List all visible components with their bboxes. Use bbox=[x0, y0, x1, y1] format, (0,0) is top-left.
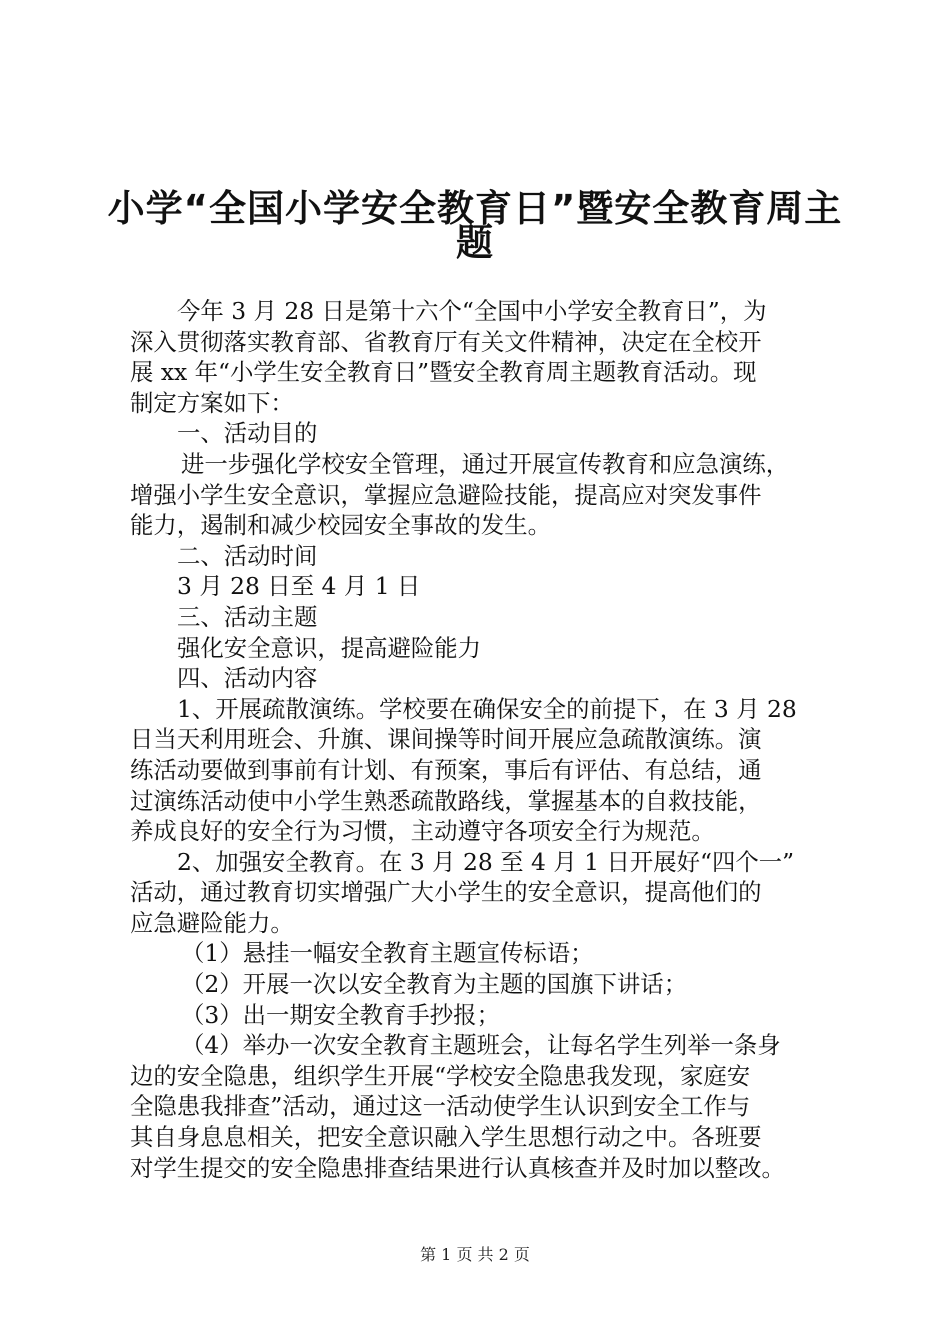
section-heading: 一、活动目的 bbox=[177, 419, 318, 448]
paragraph-line: 养成良好的安全行为习惯，主动遵守各项安全行为规范。 bbox=[130, 817, 715, 846]
section-heading: 四、活动内容 bbox=[177, 664, 318, 693]
paragraph-line: 其自身息息相关，把安全意识融入学生思想行动之中。各班要 bbox=[130, 1123, 762, 1152]
paragraph-line: 边的安全隐患，组织学生开展“学校安全隐患我发现，家庭安 bbox=[130, 1061, 751, 1090]
paragraph-line: 能力，遏制和减少校园安全事故的发生。 bbox=[130, 511, 552, 540]
list-item: （3）出一期安全教育手抄报； bbox=[181, 1000, 500, 1029]
paragraph-line: 1、开展疏散演练。学校要在确保安全的前提下，在 3 月 28 bbox=[177, 694, 797, 723]
list-item: （1）悬挂一幅安全教育主题宣传标语； bbox=[181, 939, 594, 968]
paragraph-line: 展 xx 年“小学生安全教育日”暨安全教育周主题教育活动。现 bbox=[130, 358, 757, 387]
paragraph-line: 3 月 28 日至 4 月 1 日 bbox=[177, 572, 421, 601]
paragraph-line: 对学生提交的安全隐患排查结果进行认真核查并及时加以整改。 bbox=[130, 1153, 785, 1182]
paragraph-line: 今年 3 月 28 日是第十六个“全国中小学安全教育日”，为 bbox=[177, 297, 767, 325]
paragraph-line: 日当天利用班会、升旗、课间操等时间开展应急疏散演练。演 bbox=[130, 725, 762, 754]
paragraph-line: 应急避险能力。 bbox=[130, 908, 294, 937]
section-heading: 三、活动主题 bbox=[177, 602, 318, 631]
paragraph-line: 活动，通过教育切实增强广大小学生的安全意识，提高他们的 bbox=[130, 878, 762, 907]
section-heading: 二、活动时间 bbox=[177, 541, 318, 570]
document-title-line-2: 题 bbox=[456, 221, 494, 264]
document-title-line-1: 小学“全国小学安全教育日”暨安全教育周主 bbox=[107, 187, 843, 230]
list-item: （4）举办一次安全教育主题班会，让每名学生列举一条身 bbox=[181, 1031, 781, 1060]
paragraph-line: 2、加强安全教育。在 3 月 28 至 4 月 1 日开展好“四个一” bbox=[177, 847, 795, 876]
paragraph-line: 进一步强化学校安全管理，通过开展宣传教育和应急演练， bbox=[181, 449, 790, 478]
list-item: （2）开展一次以安全教育为主题的国旗下讲话； bbox=[181, 970, 688, 999]
paragraph-line: 过演练活动使中小学生熟悉疏散路线，掌握基本的自救技能， bbox=[130, 786, 762, 815]
paragraph-line: 增强小学生安全意识，掌握应急避险技能，提高应对突发事件 bbox=[130, 480, 762, 509]
document-body bbox=[130, 296, 835, 1183]
page-number-footer: 第 1 页 共 2 页 bbox=[420, 1245, 530, 1264]
paragraph-line: 强化安全意识，提高避险能力 bbox=[177, 633, 482, 662]
paragraph-line: 练活动要做到事前有计划、有预案，事后有评估、有总结，通 bbox=[130, 755, 762, 784]
paragraph-line: 制定方案如下： bbox=[130, 388, 294, 417]
paragraph-line: 深入贯彻落实教育部、省教育厅有关文件精神，决定在全校开 bbox=[130, 327, 762, 356]
paragraph-line: 全隐患我排查”活动，通过这一活动使学生认识到安全工作与 bbox=[130, 1092, 751, 1121]
